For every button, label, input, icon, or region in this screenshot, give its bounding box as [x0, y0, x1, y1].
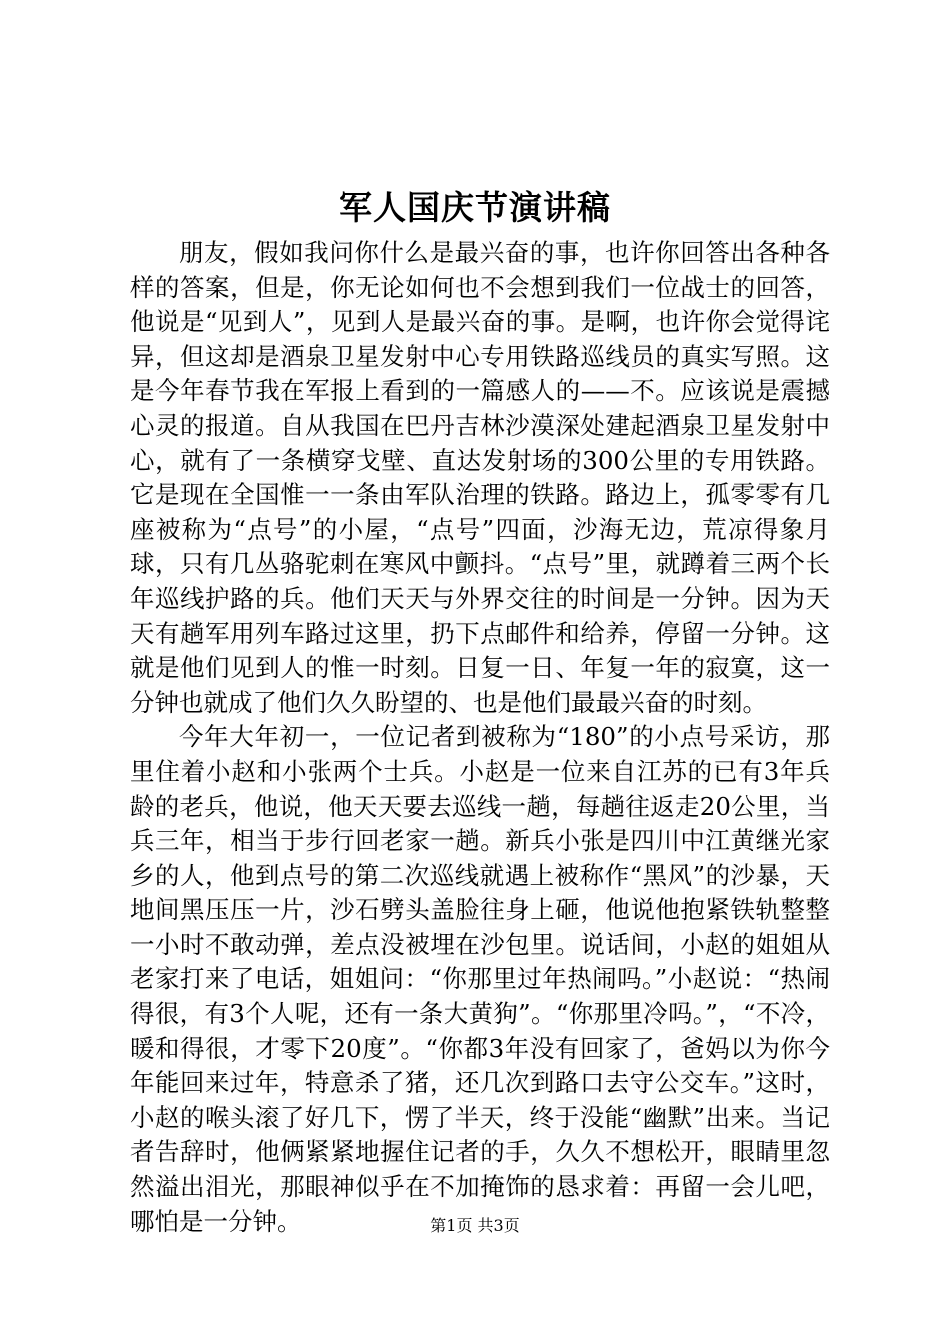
- page-number-footer: 第1页 共3页: [430, 1216, 520, 1235]
- document-body: [130, 236, 830, 1239]
- document-title: 军人国庆节演讲稿: [339, 188, 611, 227]
- paragraph: 今年大年初一，一位记者到被称为“180”的小点号采访，那里住着小赵和小张两个士兵。小赵是一位来自江苏的已有3年兵龄的老兵，他说，他天天要去巡线一趟，每趟往返走20公里，当兵三年，相当于步行回老家一趟。新兵小张是四川中江黄继光家乡的人，他到点号的第二次巡线就遇上被称作“黑风”的沙暴，天地间黑压压一片，沙石劈头盖脸往身上砸，他说他抱紧铁轨整整一小时不敢动弹，差点没被埋在沙包里。说话间，小赵的姐姐从老家打来了电话，姐姐问：“你那里过年热闹吗。”小赵说：“热闹得很，有3个人呢，还有一条大黄狗”。“你那里冷吗。”，“不冷，暖和得很，才零下20度”。“你都3年没有回家了，爸妈以为你今年能回来过年，特意杀了猪，还几次到路口去守公交车。”这时，小赵的喉头滚了好几下，愣了半天，终于没能“幽默”出来。当记者告辞时，他俩紧紧地握住记者的手，久久不想松开，眼睛里忽然溢出泪光，那眼神似乎在不加掩饰的恳求着：再留一会儿吧，哪怕是一分钟。: [130, 722, 830, 1236]
- paragraph: 朋友，假如我问你什么是最兴奋的事，也许你回答出各种各样的答案，但是，你无论如何也不会想到我们一位战士的回答，他说是“见到人”，见到人是最兴奋的事。是啊，也许你会觉得诧异，但这却是酒泉卫星发射中心专用铁路巡线员的真实写照。这是今年春节我在军报上看到的一篇感人的——不。应该说是震撼心灵的报道。自从我国在巴丹吉林沙漠深处建起酒泉卫星发射中心，就有了一条横穿戈壁、直达发射场的300公里的专用铁路。它是现在全国惟一一条由军队治理的铁路。路边上，孤零零有几座被称为“点号”的小屋，“点号”四面，沙海无边，荒凉得象月球，只有几丛骆驼刺在寒风中颤抖。“点号”里，就蹲着三两个长年巡线护路的兵。他们天天与外界交往的时间是一分钟。因为天天有趟军用列车路过这里，扔下点邮件和给养，停留一分钟。这就是他们见到人的惟一时刻。日复一日、年复一年的寂寞，这一分钟也就成了他们久久盼望的、也是他们最最兴奋的时刻。: [130, 238, 830, 717]
